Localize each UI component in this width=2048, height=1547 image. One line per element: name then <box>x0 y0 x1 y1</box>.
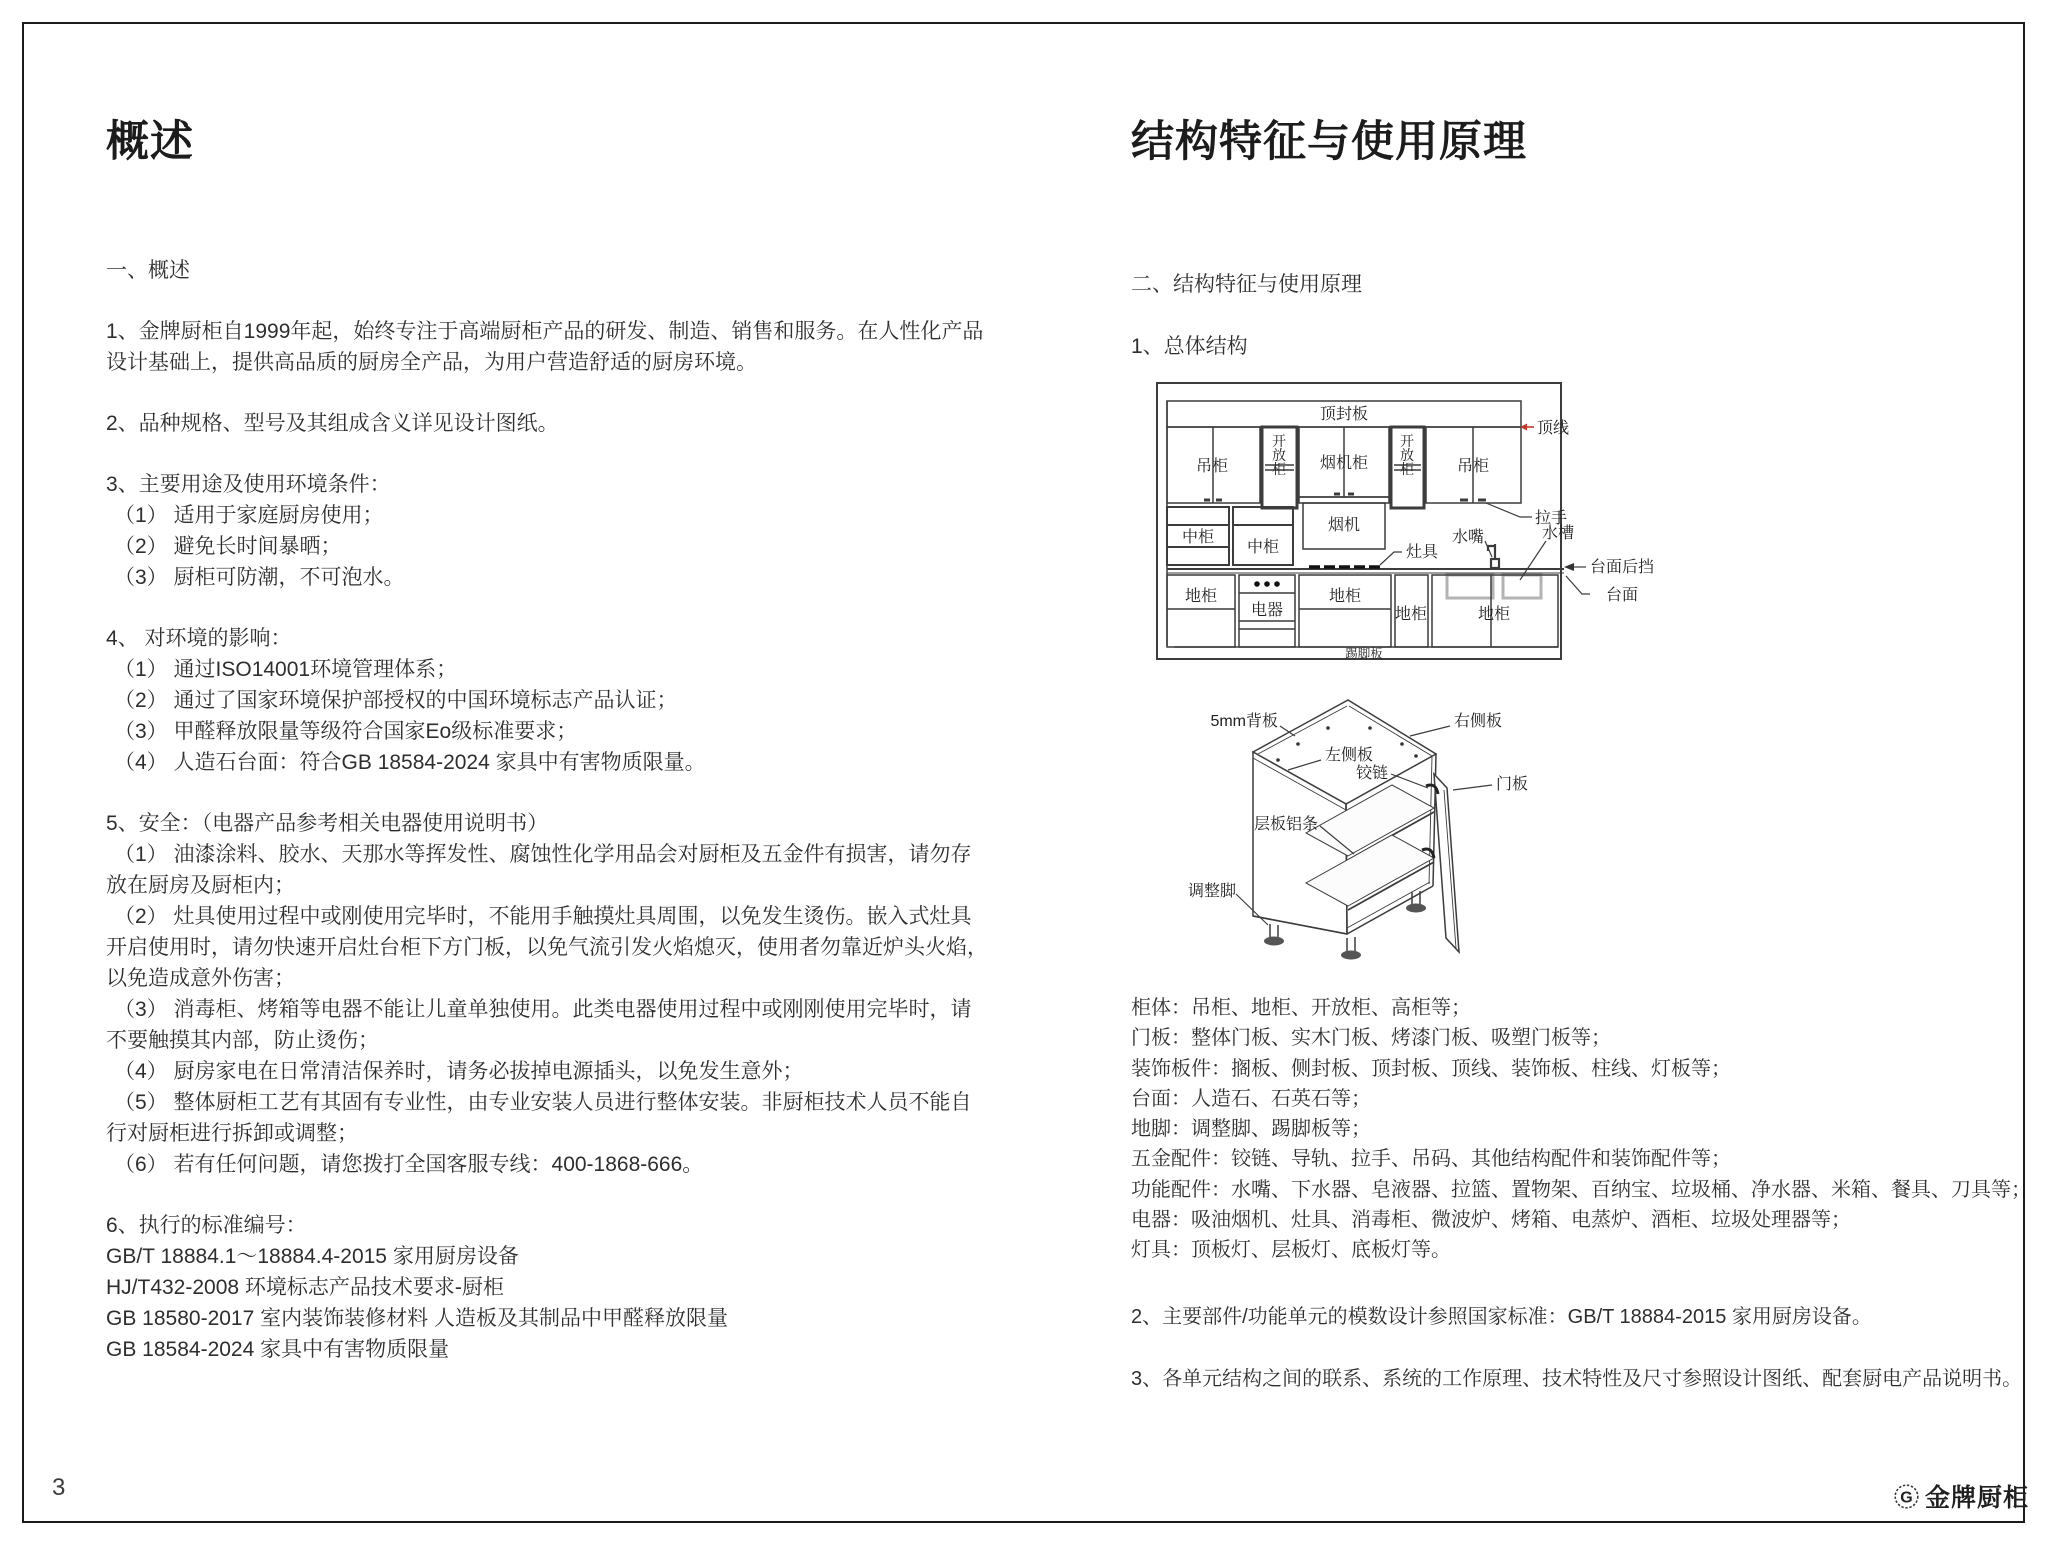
door-leader <box>1453 785 1492 790</box>
door-panel <box>1434 774 1459 952</box>
section-heading: 一、概述 <box>106 259 190 282</box>
base-cabinet-structure-diagram <box>1148 694 1568 1004</box>
right-side-leader <box>1410 726 1450 736</box>
list-item: （2） 避免长时间暴晒； <box>114 535 342 558</box>
section-usage-conditions <box>106 469 990 593</box>
list-item: 功能配件：水嘴、下水器、皂液器、拉篮、置物架、百纳宝、垃圾桶、净水器、米箱、餐具、刀具等； <box>1131 1178 2031 1201</box>
label-back-panel: 5mm背板 <box>1210 713 1278 730</box>
list-item: 装饰板件：搁板、侧封板、顶封板、顶线、装饰板、柱线、灯板等； <box>1131 1057 1731 1080</box>
mid-cabinet-right <box>1233 507 1293 565</box>
paragraph: 2、主要部件/功能单元的模数设计参照国家标准：GB/T 18884-2015 家用厨房设备。 <box>1131 1306 1872 1328</box>
label-door-panel: 门板 <box>1496 776 1529 793</box>
list-item: （3） 消毒柜、烤箱等电器不能让儿童单独使用。此类电器使用过程中或刚刚使用完毕时，请不要触摸其内部，防止烫伤； <box>106 998 972 1052</box>
faucet-leader <box>1485 541 1492 557</box>
label-top-seal-board: 顶封板 <box>1319 406 1369 423</box>
left-column <box>106 255 990 1365</box>
standard-line: GB 18584-2024 家具中有害物质限量 <box>106 1338 450 1361</box>
list-item: （5） 整体厨柜工艺有其固有专业性，由专业安装人员进行整体安装。非厨柜技术人员不能自行对厨柜进行拆卸或调整； <box>106 1091 972 1145</box>
brand-g-icon <box>1893 1483 1920 1510</box>
label-stove: 灶具 <box>1406 544 1439 561</box>
label-open-cabinet-left: 开放柜 <box>1272 433 1286 477</box>
sub-heading-overall-structure: 1、总体结构 <box>1131 335 1248 358</box>
list-item: 地脚：调整脚、踢脚板等； <box>1131 1118 1371 1141</box>
section-environment <box>106 623 990 778</box>
standard-line: GB 18580-2017 室内装饰装修材料 人造板及其制品中甲醛释放限量 <box>106 1307 728 1330</box>
label-range-hood: 烟机 <box>1327 517 1361 534</box>
sink-basins <box>1447 575 1541 598</box>
page-title-overview: 概述 <box>106 118 194 166</box>
label-hood-cabinet: 烟机柜 <box>1319 455 1369 472</box>
list-item: （1） 油漆涂料、胶水、天那水等挥发性、腐蚀性化学用品会对厨柜及五金件有损害，请勿存放在厨房及厨柜内； <box>106 843 972 897</box>
list-item: （4） 厨房家电在日常清洁保养时，请务必拔掉电源插头，以免发生意外； <box>114 1060 804 1083</box>
list-item: （1） 通过ISO14001环境管理体系； <box>114 658 458 681</box>
label-sink: 水槽 <box>1542 525 1575 542</box>
foot-left <box>1264 924 1284 946</box>
list-item: 柜体：吊柜、地柜、开放柜、高柜等； <box>1131 997 1471 1019</box>
list-item: 电器：吸油烟机、灶具、消毒柜、微波炉、烤箱、电蒸炉、酒柜、垃圾处理器等； <box>1131 1209 1851 1232</box>
stove-leader <box>1380 552 1402 565</box>
list-item: （1） 适用于家庭厨房使用； <box>114 504 384 527</box>
label-adjustable-feet: 调整脚 <box>1188 883 1237 900</box>
list-head: 5、安全：（电器产品参考相关电器使用说明书） <box>106 812 549 835</box>
list-head: 4、 对环境的影响： <box>106 627 292 650</box>
label-wall-cabinet-right: 吊柜 <box>1456 458 1490 475</box>
label-base-cabinet-1: 地柜 <box>1184 588 1218 605</box>
label-wall-cabinet-left: 吊柜 <box>1195 458 1229 475</box>
hinge-top <box>1426 785 1438 794</box>
list-head: 6、执行的标准编号： <box>106 1214 307 1237</box>
section-safety <box>106 808 990 1180</box>
hinge-leader <box>1391 774 1428 788</box>
label-base-cabinet-sink: 地柜 <box>1477 606 1511 623</box>
label-top-line: 顶线 <box>1537 420 1570 437</box>
page-number: 3 <box>52 1474 66 1501</box>
list-item: 灯具：顶板灯、层板灯、底板灯等。 <box>1131 1239 1451 1262</box>
list-item: （6） 若有任何问题，请您拨打全国客服专线：400-1868-666。 <box>114 1153 704 1176</box>
section-standards <box>106 1210 990 1365</box>
label-counter: 台面 <box>1606 587 1639 604</box>
kitchen-elevation-diagram <box>1154 380 1684 665</box>
foot-right <box>1406 891 1426 913</box>
svg-text:G: G <box>1900 1489 1913 1506</box>
list-item: （3） 厨柜可防潮，不可泡水。 <box>114 566 405 589</box>
base-cabinet-1 <box>1167 575 1235 647</box>
handle-leader <box>1486 503 1532 517</box>
section-heading: 二、结构特征与使用原理 <box>1131 273 1362 296</box>
label-handle: 拉手 <box>1535 510 1568 527</box>
top-line-arrow <box>1520 424 1534 431</box>
list-item: 五金配件：铰链、导轨、拉手、吊码、其他结构配件和装饰配件等； <box>1131 1148 1731 1171</box>
page-title-structure: 结构特征与使用原理 <box>1131 118 1527 166</box>
brand-name: 金牌厨柜 <box>1925 1484 2030 1512</box>
label-base-cabinet-3: 地柜 <box>1394 606 1428 623</box>
label-mid-cabinet-left: 中柜 <box>1181 529 1215 546</box>
counter-back-arrow <box>1564 563 1574 571</box>
paragraph: 1、金牌厨柜自1999年起，始终专注于高端厨柜产品的研发、制造、销售和服务。在人性化产品设计基础上，提供高品质的厨房全产品，为用户营造舒适的厨房环境。 <box>106 320 984 374</box>
label-base-cabinet-2: 地柜 <box>1328 588 1362 605</box>
standard-line: HJ/T432-2008 环境标志产品技术要求-厨柜 <box>106 1276 504 1299</box>
label-counter-back: 台面后挡 <box>1590 559 1655 576</box>
brand-logo <box>1893 1478 2029 1514</box>
list-item: （2） 灶具使用过程中或刚使用完毕时，不能用手触摸灶具周围，以免发生烫伤。嵌入式灶具开启使用时，请勿快速开启灶台柜下方门板，以免气流引发火焰熄灭，使用者勿靠近炉头火焰，以免造成意外伤害； <box>106 905 988 990</box>
label-faucet: 水嘴 <box>1451 529 1484 546</box>
counter-leader <box>1566 576 1590 594</box>
list-item: （2） 通过了国家环境保护部授权的中国环境标志产品认证； <box>114 689 678 712</box>
list-head: 3、主要用途及使用环境条件： <box>106 473 391 496</box>
list-item: 台面：人造石、石英石等； <box>1131 1087 1371 1110</box>
label-open-cabinet-right: 开放柜 <box>1400 433 1414 477</box>
list-item: 门板：整体门板、实木门板、烤漆门板、吸塑门板等； <box>1131 1027 1611 1050</box>
base-cabinet-2 <box>1299 575 1391 647</box>
faucet-shape <box>1488 544 1499 568</box>
label-kick-board: 踢脚板 <box>1345 647 1383 661</box>
label-right-side-panel: 右侧板 <box>1454 713 1503 730</box>
label-hinge: 铰链 <box>1356 765 1389 782</box>
component-list <box>1131 993 2041 1266</box>
paragraph: 3、各单元结构之间的联系、系统的工作原理、技术特性及尺寸参照设计图纸、配套厨电产品说明书。 <box>1131 1368 2023 1390</box>
list-item: （3） 甲醛释放限量等级符合国家Eo级标准要求； <box>114 720 578 743</box>
foot-front <box>1341 937 1361 960</box>
paragraph: 2、品种规格、型号及其组成含义详见设计图纸。 <box>106 412 559 435</box>
label-mid-cabinet-right: 中柜 <box>1246 539 1280 556</box>
list-item: （4） 人造石台面：符合GB 18584-2024 家具中有害物质限量。 <box>114 751 706 774</box>
label-appliance: 电器 <box>1250 602 1284 619</box>
standard-line: GB/T 18884.1～18884.4-2015 家用厨房设备 <box>106 1245 519 1268</box>
label-shelf-strip: 层板铝条 <box>1254 816 1319 833</box>
label-left-side-panel: 左侧板 <box>1325 747 1374 764</box>
